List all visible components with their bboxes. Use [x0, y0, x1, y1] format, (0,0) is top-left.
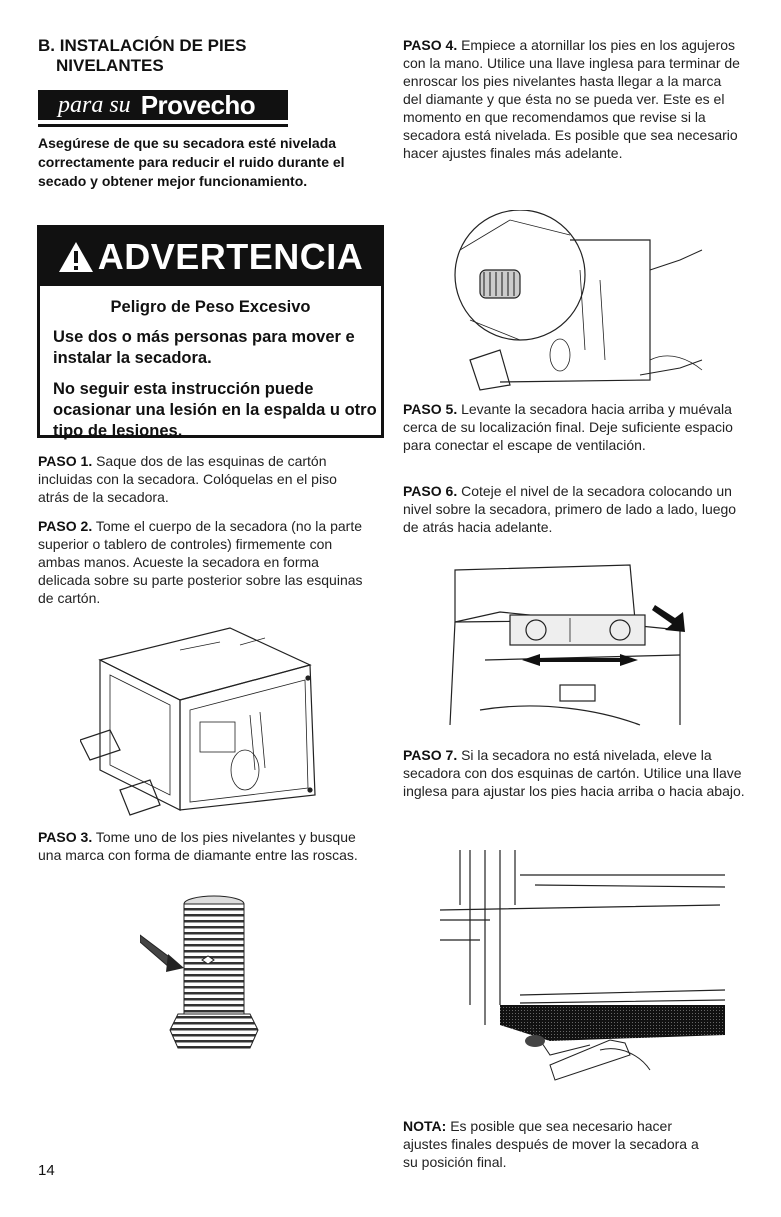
warning-header: [40, 228, 381, 286]
step-7-text: Si la secadora no está nivelada, eleve la secadora con dos esquinas de cartón. Utilice una llave inglesa para ajustar los pies hacia arriba o hacia abajo.: [403, 747, 745, 799]
pro-tip-badge: [38, 90, 288, 120]
section-title-line1: B. INSTALACIÓN DE PIES: [38, 36, 247, 55]
step-2-text: Tome el cuerpo de la secadora (no la parte superior o tablero de controles) firmemente con ambas manos. Acueste la secadora en forma delicada sobre su parte posterior sobre las esquinas de cartón.: [38, 518, 363, 606]
step-7: [403, 746, 758, 800]
warning-box: [37, 225, 384, 438]
step-6-label: PASO 6.: [403, 483, 458, 499]
leveling-foot-illustration: [140, 890, 270, 1050]
step-7-label: PASO 7.: [403, 747, 458, 763]
step-1-text: Saque dos de las esquinas de cartón incluidas con la secadora. Colóquelas en el piso atrás de la secadora.: [38, 453, 337, 505]
step-5-label: PASO 5.: [403, 401, 458, 417]
level-on-dryer-illustration: [440, 560, 700, 735]
warning-line1: Use dos o más personas para mover e instalar la secadora.: [53, 328, 355, 367]
step-4-label: PASO 4.: [403, 37, 458, 53]
warning-triangle-icon: [58, 241, 94, 273]
pro-tip-prefix: para su: [58, 91, 131, 118]
wrench-adjustment-illustration: [440, 845, 730, 1090]
step-4: [403, 36, 743, 162]
step-1: [38, 452, 358, 506]
dryer-on-back-illustration: [80, 620, 330, 820]
pro-tip-rule: [38, 124, 288, 127]
note: [403, 1117, 703, 1171]
section-title: [38, 36, 358, 76]
page-number: 14: [38, 1162, 55, 1179]
note-label: NOTA:: [403, 1118, 447, 1134]
screwing-feet-illustration: [440, 210, 710, 395]
step-6-text: Coteje el nivel de la secadora colocando un nivel sobre la secadora, primero de lado a lado, luego de atrás hacia adelante.: [403, 483, 737, 535]
step-3-text: Tome uno de los pies nivelantes y busque una marca con forma de diamante entre las roscas.: [38, 829, 358, 863]
note-text: Es posible que sea necesario hacer ajustes finales después de mover la secadora a su posición final.: [403, 1118, 699, 1170]
step-1-label: PASO 1.: [38, 453, 93, 469]
step-3: [38, 828, 358, 864]
section-title-line2: NIVELANTES: [56, 56, 164, 75]
step-2-label: PASO 2.: [38, 518, 93, 534]
step-2: [38, 517, 368, 607]
warning-header-text: ADVERTENCIA: [97, 236, 364, 277]
warning-subtitle: Peligro de Peso Excesivo: [110, 298, 311, 316]
pro-tip-main: Provecho: [140, 89, 256, 120]
step-5-text: Levante la secadora hacia arriba y muévala cerca de su localización final. Deje suficiente espacio para conectar el escape de ventilación.: [403, 401, 733, 453]
step-4-text: Empiece a atornillar los pies en los agujeros con la mano. Utilice una llave inglesa para terminar de enroscar los pies nivelantes hasta llegar a la marca del diamante y que ésta no se pueda ver. Este es el momento en que recomendamos que revise si la secadora está nivelada. Es posible que sea necesario hacer ajustes finales más adelante.: [403, 37, 740, 161]
pro-tip-text: Asegúrese de que su secadora esté nivelada correctamente para reducir el ruido durante el secado y obtener mejor funcionamiento.: [38, 135, 345, 189]
warning-line2: No seguir esta instrucción puede ocasionar una lesión en la espalda u otro tipo de lesiones.: [53, 380, 377, 440]
step-5: [403, 400, 748, 454]
step-3-label: PASO 3.: [38, 829, 93, 845]
step-6: [403, 482, 748, 536]
